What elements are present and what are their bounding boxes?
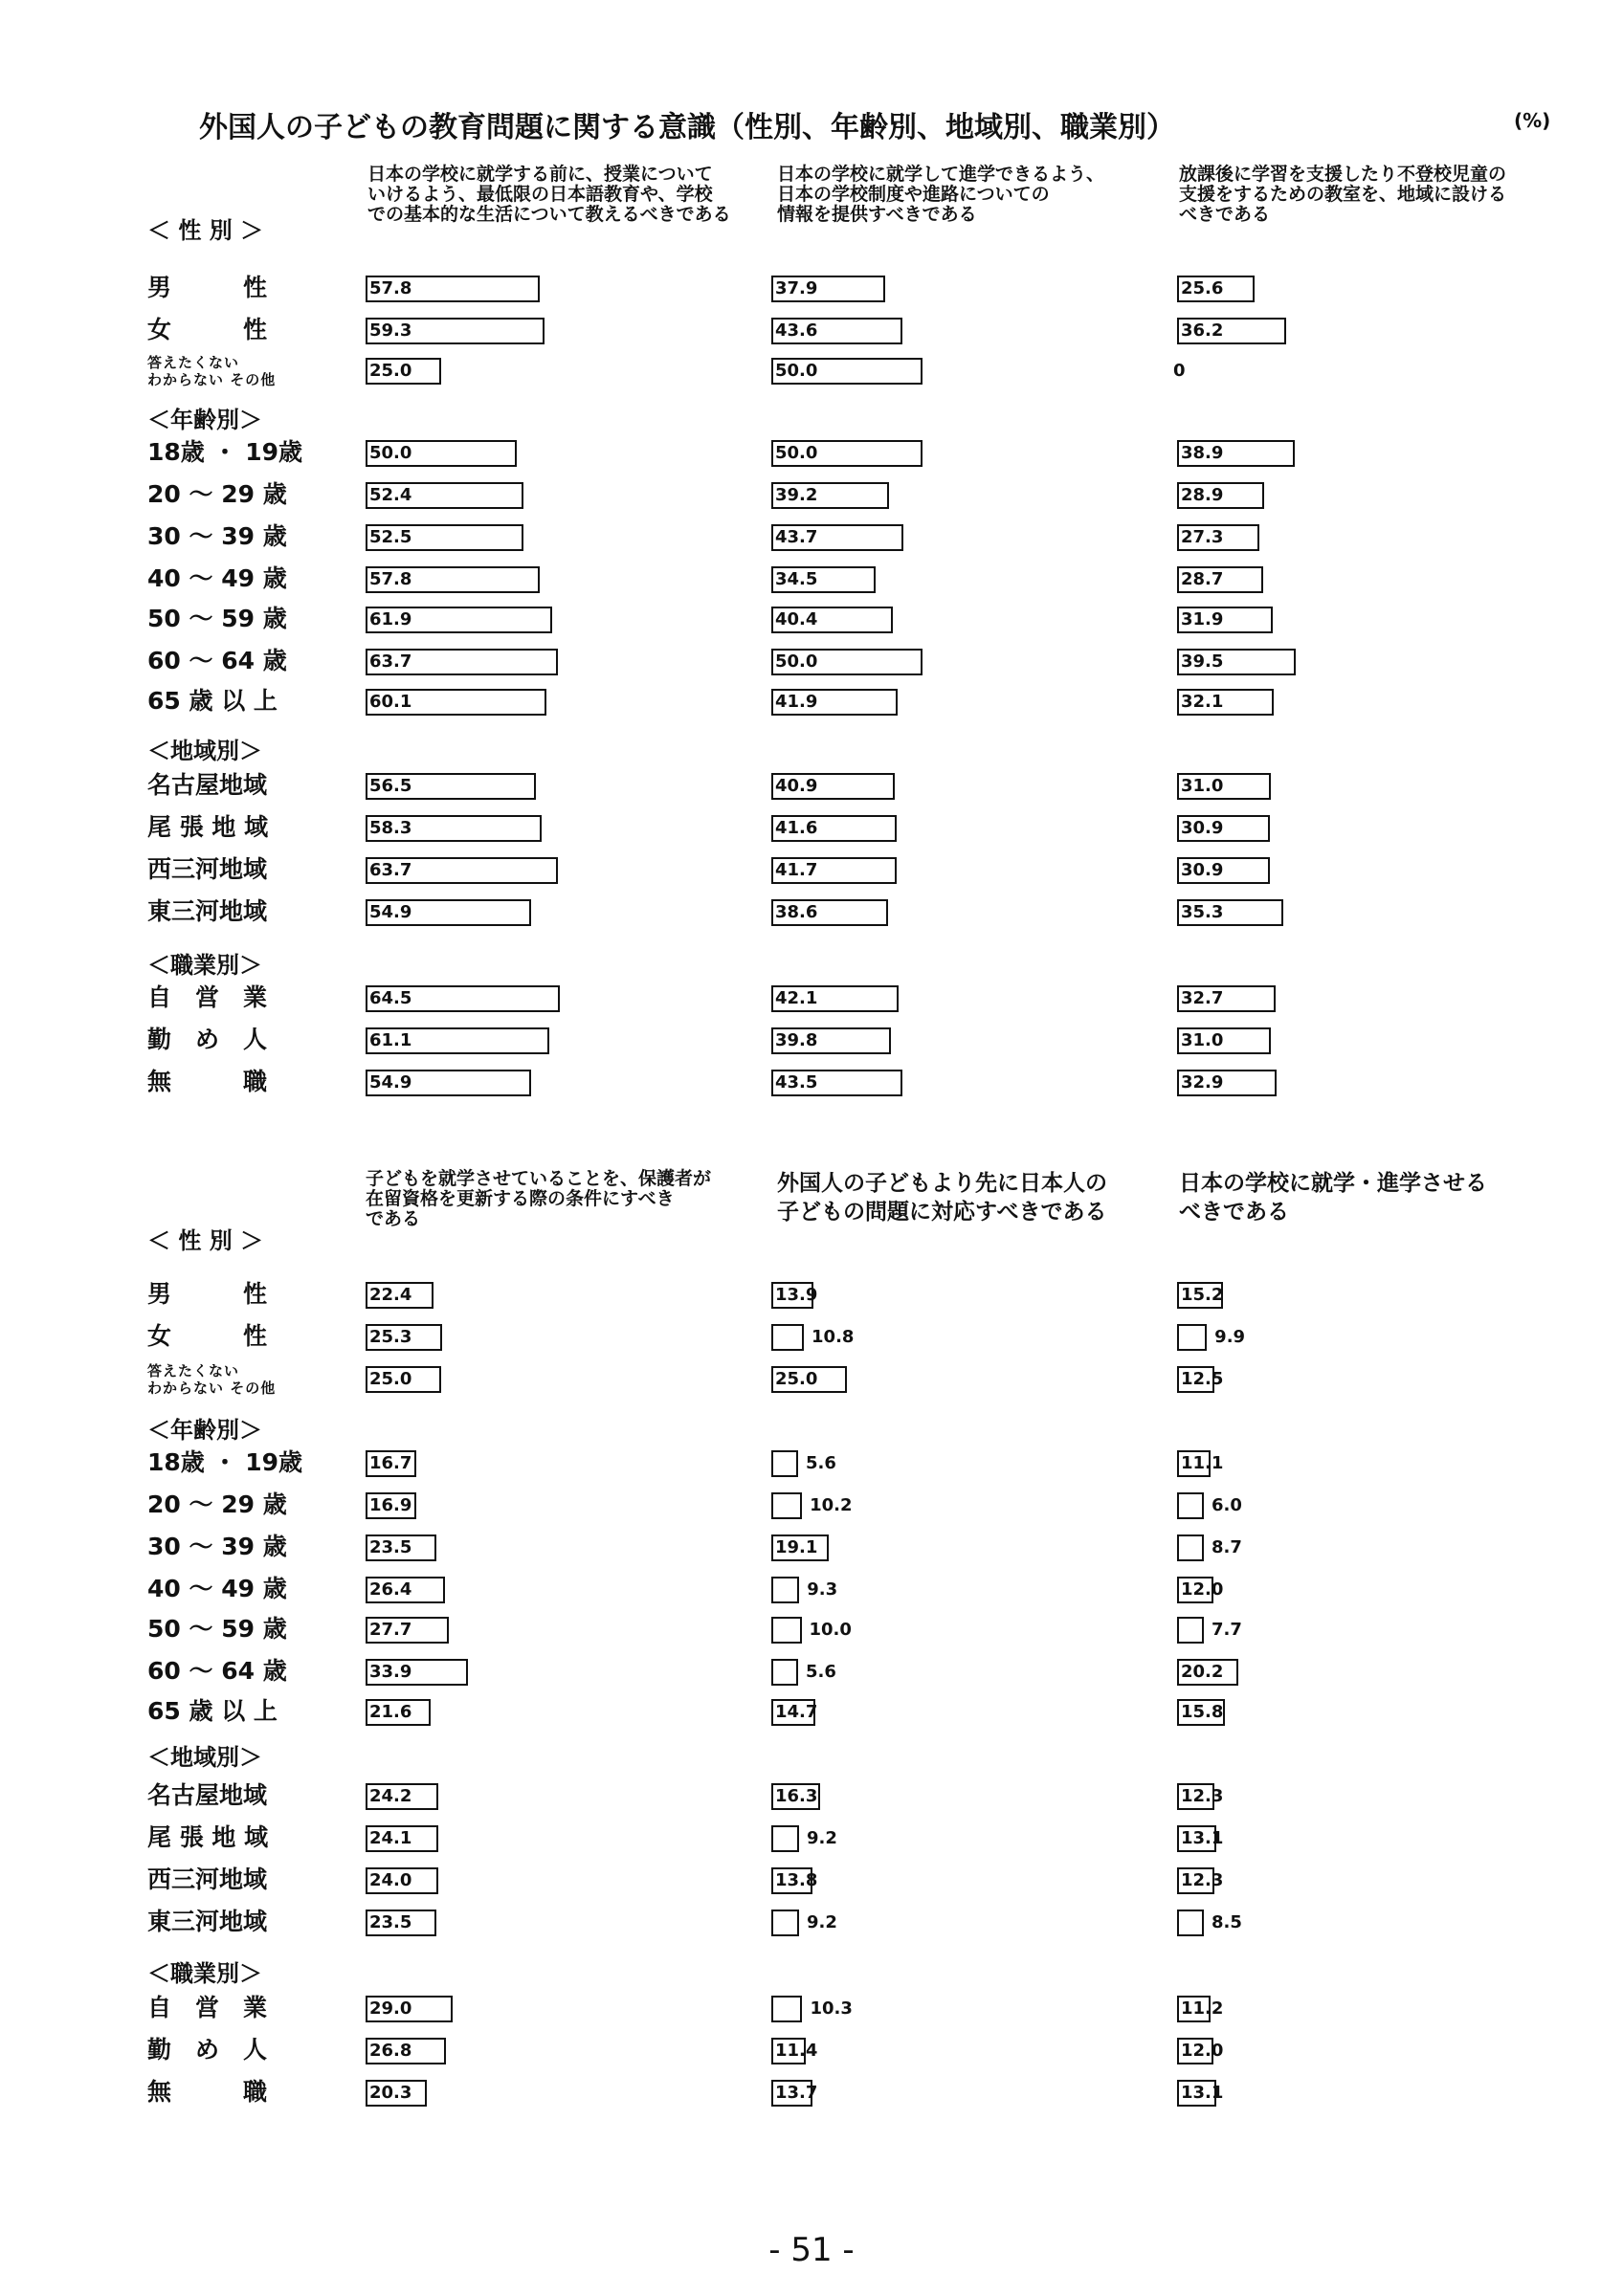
group-label-job: ＜職業別＞ (147, 952, 262, 979)
column-heading-3: 放課後に学習を支援したり不登校児童の 支援をするための教室を、地域に設ける べきである (1179, 164, 1507, 225)
row-label: 勤 め 人 (147, 1026, 268, 1053)
bar-value-label: 25.0 (369, 361, 412, 381)
bar-value-label: 24.2 (369, 1786, 412, 1806)
bar-value-label: 13.8 (775, 1870, 818, 1890)
bar-value-label: 27.7 (369, 1620, 412, 1640)
row-label: 男 性 (147, 274, 268, 301)
bar-value-label: 30.9 (1181, 860, 1224, 880)
bar-value-label: 5.6 (806, 1453, 836, 1473)
bar-value-label: 32.9 (1181, 1072, 1224, 1093)
bar-value-label: 10.8 (812, 1327, 855, 1347)
bar-value-label: 11.2 (1181, 1998, 1224, 2019)
bar (771, 1910, 799, 1936)
row-label: 答えたくない わからない その他 (147, 354, 277, 388)
bar-value-label: 31.0 (1181, 1030, 1224, 1050)
row-label: 男 性 (147, 1280, 268, 1308)
bar-value-label: 21.6 (369, 1702, 412, 1722)
row-label: 尾 張 地 域 (147, 813, 269, 841)
row-label: 西三河地域 (147, 1866, 268, 1893)
bar-value-label: 11.1 (1181, 1453, 1224, 1473)
bar-value-label: 35.3 (1181, 902, 1224, 922)
bar-value-label: 60.1 (369, 692, 412, 712)
bar (1177, 1324, 1207, 1351)
column-heading-1: 日本の学校に就学する前に、授業について いけるよう、最低限の日本語教育や、学校 での基本的な生活について教えるべきである (367, 164, 731, 225)
bar-value-label: 22.4 (369, 1285, 412, 1305)
bar (1177, 1492, 1204, 1519)
group-label-job: ＜職業別＞ (147, 1960, 262, 1987)
column-heading-6: 日本の学校に就学・進学させる べきである (1179, 1171, 1487, 1225)
group-label-sex: ＜ 性 別 ＞ (147, 217, 264, 244)
bar-value-label: 8.5 (1212, 1912, 1242, 1932)
bar-value-label: 23.5 (369, 1537, 412, 1557)
bar (771, 1450, 798, 1477)
bar-value-label: 12.3 (1181, 1870, 1224, 1890)
bar-value-label: 38.9 (1181, 443, 1224, 463)
bar-value-label: 29.0 (369, 1998, 412, 2019)
bar-value-label: 28.9 (1181, 485, 1224, 505)
bar-value-label: 54.9 (369, 1072, 412, 1093)
bar-value-label: 7.7 (1212, 1620, 1242, 1640)
bar-value-label: 40.9 (775, 776, 818, 796)
row-label: 60 ～ 64 歳 (147, 1657, 287, 1685)
row-label: 勤 め 人 (147, 2036, 268, 2064)
bar-value-label: 37.9 (775, 278, 818, 298)
bar-value-label: 0 (1173, 361, 1186, 381)
bar-value-label: 12.0 (1181, 1579, 1224, 1600)
bar-value-label: 12.5 (1181, 1369, 1224, 1389)
row-label: 東三河地域 (147, 1908, 268, 1935)
row-label: 20 ～ 29 歳 (147, 1490, 287, 1518)
bar-value-label: 26.8 (369, 2041, 412, 2061)
bar-value-label: 42.1 (775, 988, 818, 1008)
bar-value-label: 10.0 (809, 1620, 852, 1640)
bar-value-label: 61.9 (369, 609, 412, 629)
bar-value-label: 8.7 (1212, 1537, 1242, 1557)
bar-value-label: 33.9 (369, 1662, 412, 1682)
row-label: 女 性 (147, 316, 268, 343)
bar-value-label: 39.2 (775, 485, 818, 505)
bar-value-label: 20.3 (369, 2083, 412, 2103)
bar-value-label: 5.6 (806, 1662, 836, 1682)
bar-value-label: 50.0 (775, 443, 818, 463)
group-label-sex: ＜ 性 別 ＞ (147, 1227, 264, 1254)
bar-value-label: 25.6 (1181, 278, 1224, 298)
bar-value-label: 12.3 (1181, 1786, 1224, 1806)
bar-value-label: 13.7 (775, 2083, 818, 2103)
bar-value-label: 39.5 (1181, 651, 1224, 672)
page-title: 外国人の子どもの教育問題に関する意識（性別、年齢別、地域別、職業別） (199, 111, 1175, 144)
bar-value-label: 50.0 (369, 443, 412, 463)
bar-value-label: 16.9 (369, 1495, 412, 1515)
bar-value-label: 26.4 (369, 1579, 412, 1600)
bar-value-label: 41.7 (775, 860, 818, 880)
bar-value-label: 15.2 (1181, 1285, 1224, 1305)
bar (1177, 1910, 1204, 1936)
bar-value-label: 9.2 (806, 1912, 837, 1932)
bar-value-label: 19.1 (775, 1537, 818, 1557)
row-label: 50 ～ 59 歳 (147, 1615, 287, 1643)
bar (771, 1996, 802, 2022)
bar (771, 1577, 799, 1603)
row-label: 40 ～ 49 歳 (147, 1575, 287, 1602)
bar-value-label: 10.3 (810, 1998, 853, 2019)
bar-value-label: 43.7 (775, 527, 818, 547)
group-label-region: ＜地域別＞ (147, 1744, 262, 1771)
row-label: 60 ～ 64 歳 (147, 647, 287, 674)
group-label-region: ＜地域別＞ (147, 738, 262, 764)
row-label: 尾 張 地 域 (147, 1823, 269, 1851)
bar-value-label: 25.3 (369, 1327, 412, 1347)
row-label: 答えたくない わからない その他 (147, 1362, 277, 1397)
bar-value-label: 6.0 (1212, 1495, 1242, 1515)
bar (771, 1324, 804, 1351)
bar-value-label: 25.0 (775, 1369, 818, 1389)
bar-value-label: 59.3 (369, 320, 412, 341)
bar-value-label: 57.8 (369, 278, 412, 298)
bar (771, 1825, 799, 1852)
bar-value-label: 50.0 (775, 651, 818, 672)
bar-value-label: 54.9 (369, 902, 412, 922)
bar-value-label: 43.5 (775, 1072, 818, 1093)
row-label: 女 性 (147, 1322, 268, 1350)
bar (1177, 1534, 1204, 1561)
bar-value-label: 24.1 (369, 1828, 412, 1848)
row-label: 自 営 業 (147, 1994, 268, 2021)
bar-value-label: 14.7 (775, 1702, 818, 1722)
bar-value-label: 64.5 (369, 988, 412, 1008)
row-label: 20 ～ 29 歳 (147, 480, 287, 508)
row-label: 18歳 ・ 19歳 (147, 438, 302, 466)
bar-value-label: 31.0 (1181, 776, 1224, 796)
bar-value-label: 9.3 (807, 1579, 838, 1600)
bar-value-label: 63.7 (369, 651, 412, 672)
bar-value-label: 50.0 (775, 361, 818, 381)
bar-value-label: 39.8 (775, 1030, 818, 1050)
row-label: 50 ～ 59 歳 (147, 605, 287, 632)
bar-value-label: 41.9 (775, 692, 818, 712)
bar (771, 1492, 802, 1519)
column-heading-4: 子どもを就学させていることを、保護者が 在留資格を更新する際の条件にすべき である (366, 1168, 712, 1229)
bar-value-label: 52.4 (369, 485, 412, 505)
bar-value-label: 9.9 (1214, 1327, 1246, 1347)
bar-value-label: 31.9 (1181, 609, 1224, 629)
bar-value-label: 12.0 (1181, 2041, 1224, 2061)
bar-value-label: 56.5 (369, 776, 412, 796)
bar-value-label: 61.1 (369, 1030, 412, 1050)
bar-value-label: 16.7 (369, 1453, 412, 1473)
bar-value-label: 58.3 (369, 818, 412, 838)
bar-value-label: 63.7 (369, 860, 412, 880)
bar-value-label: 52.5 (369, 527, 412, 547)
bar-value-label: 28.7 (1181, 569, 1224, 589)
bar-value-label: 10.2 (810, 1495, 853, 1515)
row-label: 65 歳 以 上 (147, 1697, 278, 1725)
row-label: 30 ～ 39 歳 (147, 1533, 287, 1560)
bar-value-label: 27.3 (1181, 527, 1224, 547)
group-label-age: ＜年齢別＞ (147, 1417, 262, 1444)
column-heading-5: 外国人の子どもより先に日本人の 子どもの問題に対応すべきである (777, 1171, 1107, 1225)
bar-value-label: 24.0 (369, 1870, 412, 1890)
bar-value-label: 15.8 (1181, 1702, 1224, 1722)
bar-value-label: 25.0 (369, 1369, 412, 1389)
bar-value-label: 9.2 (806, 1828, 837, 1848)
row-label: 東三河地域 (147, 897, 268, 925)
bar-value-label: 41.6 (775, 818, 818, 838)
row-label: 30 ～ 39 歳 (147, 522, 287, 550)
bar (771, 1617, 802, 1644)
bar-value-label: 43.6 (775, 320, 818, 341)
row-label: 自 営 業 (147, 983, 268, 1011)
bar-value-label: 30.9 (1181, 818, 1224, 838)
bar-value-label: 34.5 (775, 569, 818, 589)
bar-value-label: 36.2 (1181, 320, 1224, 341)
bar-value-label: 38.6 (775, 902, 818, 922)
bar-value-label: 16.3 (775, 1786, 818, 1806)
row-label: 65 歳 以 上 (147, 687, 278, 715)
bar-value-label: 20.2 (1181, 1662, 1224, 1682)
row-label: 無 職 (147, 1068, 268, 1095)
bar-value-label: 11.4 (775, 2041, 818, 2061)
row-label: 40 ～ 49 歳 (147, 564, 287, 592)
row-label: 無 職 (147, 2078, 268, 2106)
bar-value-label: 57.8 (369, 569, 412, 589)
bar-value-label: 40.4 (775, 609, 818, 629)
row-label: 18歳 ・ 19歳 (147, 1448, 302, 1476)
row-label: 名古屋地域 (147, 771, 268, 799)
row-label: 西三河地域 (147, 855, 268, 883)
bar-value-label: 13.1 (1181, 1828, 1224, 1848)
bar-value-label: 32.1 (1181, 692, 1224, 712)
bar-value-label: 13.9 (775, 1285, 818, 1305)
bar (1177, 1617, 1204, 1644)
bar-value-label: 32.7 (1181, 988, 1224, 1008)
bar (771, 1659, 798, 1686)
bar-value-label: 23.5 (369, 1912, 412, 1932)
group-label-age: ＜年齢別＞ (147, 407, 262, 433)
unit-label: (%) (1514, 109, 1551, 132)
page-number: - 51 - (768, 2231, 855, 2269)
bar-value-label: 13.1 (1181, 2083, 1224, 2103)
column-heading-2: 日本の学校に就学して進学できるよう、 日本の学校制度や進路についての 情報を提供すべきである (777, 164, 1105, 225)
row-label: 名古屋地域 (147, 1781, 268, 1809)
